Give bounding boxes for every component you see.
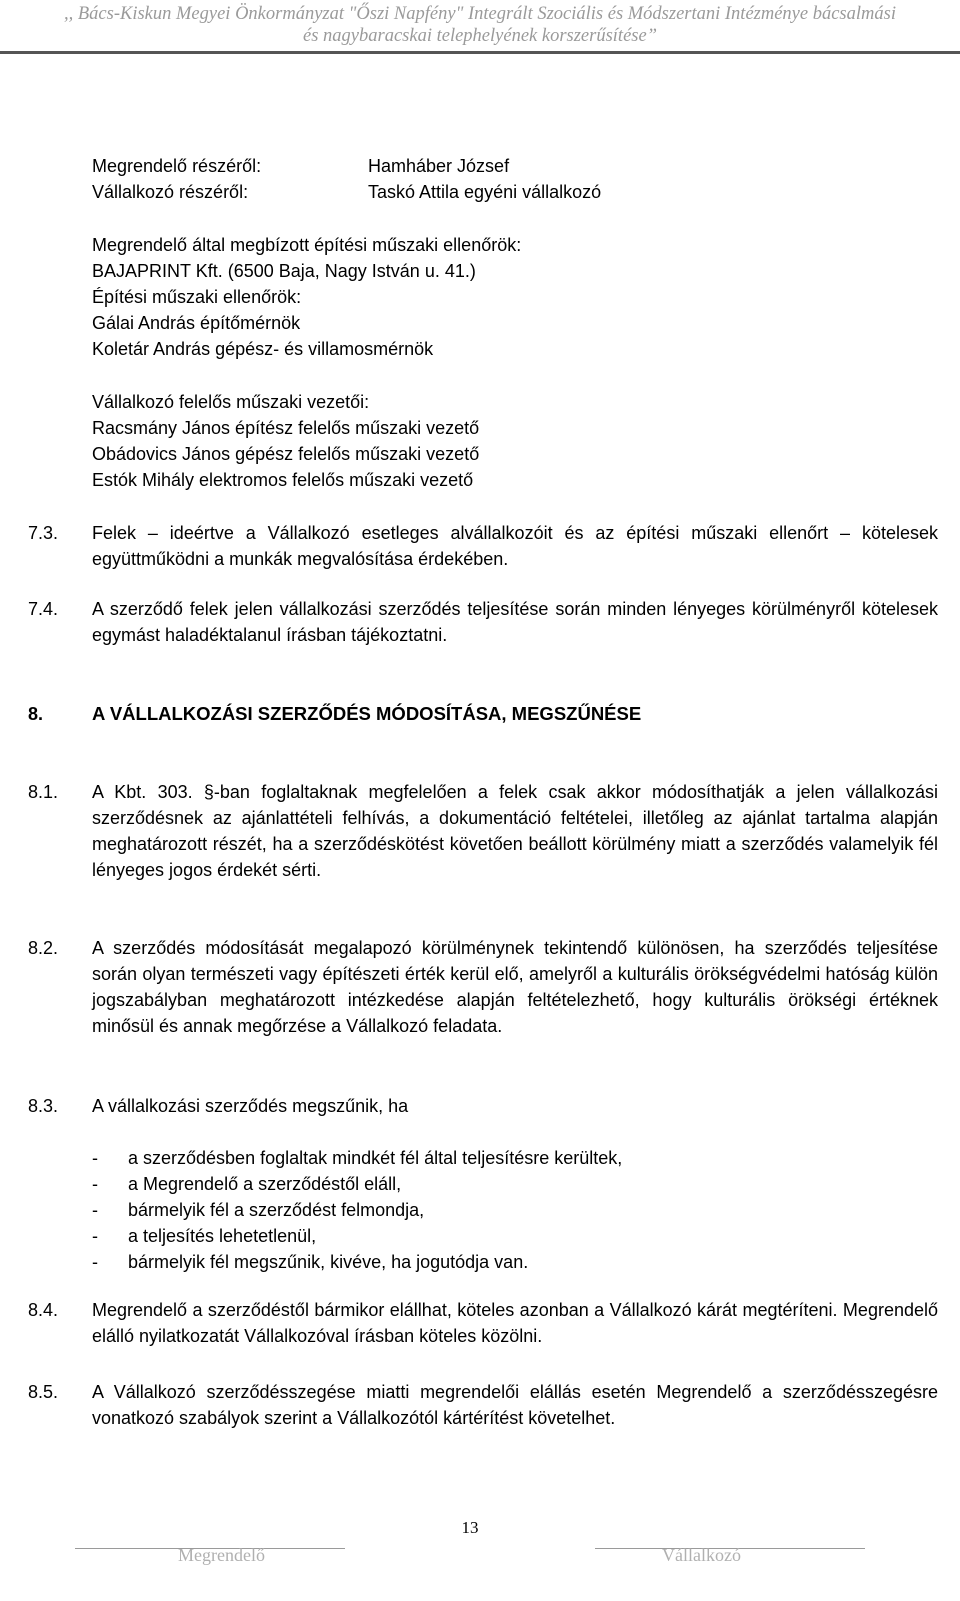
list-item: a Megrendelő a szerződéstől eláll, — [128, 1174, 402, 1194]
managers-block — [92, 389, 479, 493]
section-8-title: A VÁLLALKOZÁSI SZERZŐDÉS MÓDOSÍTÁSA, MEGSZŰNÉSE — [92, 703, 642, 724]
list-item: a teljesítés lehetetlenül, — [128, 1226, 317, 1246]
section-8-3-text: A vállalkozási szerződés megszűnik, ha — [92, 1096, 409, 1116]
section-7-4-text: A szerződő felek jelen vállalkozási szerződés teljesítése során minden lényeges körülményről kötelesek egymást haladéktalanul írásban tájékoztatni. — [92, 599, 938, 645]
section-8-3-number: 8.3. — [28, 1096, 59, 1116]
contractor-label: Vállalkozó részéről: — [92, 182, 249, 202]
section-7-4-number: 7.4. — [28, 599, 59, 619]
section-8-1-number: 8.1. — [28, 782, 59, 802]
list-dash: - — [92, 1200, 98, 1220]
section-7-3-text: Felek – ideértve a Vállalkozó esetleges alvállalkozóit és az építési műszaki ellenőrt – kötelesek együttműködni a munkák megvalósítása érdekében. — [92, 523, 938, 569]
managers-line: Estók Mihály elektromos felelős műszaki vezető — [92, 470, 474, 490]
list-dash: - — [92, 1252, 98, 1272]
managers-line: Vállalkozó felelős műszaki vezetői: — [92, 392, 370, 412]
header-line-1: ,, Bács-Kiskun Megyei Önkormányzat "Őszi Napfény" Integrált Szociális és Módszertani Intézménye bácsalmási — [64, 4, 896, 24]
client-label: Megrendelő részéről: — [92, 156, 262, 176]
header-line-2: és nagybaracskai telephelyének korszerűsítése” — [303, 26, 657, 46]
section-8-4-text: Megrendelő a szerződéstől bármikor elállhat, köteles azonban a Vállalkozó kárát megtéríteni. Megrendelő elálló nyilatkozatát Vállalkozóval írásban köteles közölni. — [92, 1300, 938, 1346]
section-7-3-number: 7.3. — [28, 523, 59, 543]
list-item: a szerződésben foglaltak mindkét fél által teljesítésre kerültek, — [128, 1148, 623, 1168]
list-dash: - — [92, 1226, 98, 1246]
inspectors-line: Megrendelő által megbízott építési műszaki ellenőrök: — [92, 235, 522, 255]
footer-label-contractor: Vállalkozó — [662, 1545, 741, 1565]
managers-line: Obádovics János gépész felelős műszaki vezető — [92, 444, 480, 464]
inspectors-block — [92, 232, 521, 362]
inspectors-line: Építési műszaki ellenőrök: — [92, 287, 302, 307]
section-8-2-number: 8.2. — [28, 938, 59, 958]
list-item: bármelyik fél a szerződést felmondja, — [128, 1200, 425, 1220]
section-8-1-text: A Kbt. 303. §-ban foglaltaknak megfelelően a felek csak akkor módosíthatják a jelen vállalkozási szerződésnek az ajánlattételi felhívás, a dokumentáció feltételei, illetőleg az ajánlat tartalma alapján meghatározott részét, ha a szerződéskötést követően beállott körülmény miatt a szerződés valamelyik fél lényeges jogos érdekét sérti. — [92, 782, 938, 880]
list-item: bármelyik fél megszűnik, kivéve, ha jogutódja van. — [128, 1252, 529, 1272]
section-8-number: 8. — [28, 704, 44, 724]
section-8-2-text: A szerződés módosítását megalapozó körülménynek tekintendő különösen, ha szerződés teljesítése során olyan természeti vagy építészeti érték kerül elő, amelyről a kulturális örökségvédelmi hatóság külön jogszabályban meghatározott intézkedése alapján feltételezhető, hogy kulturális örökségi értéknek minősül és annak megőrzése a Vállalkozó feladata. — [92, 938, 938, 1036]
header-rule — [0, 51, 960, 54]
list-dash: - — [92, 1148, 98, 1168]
section-8-4-number: 8.4. — [28, 1300, 59, 1320]
footer-label-client: Megrendelő — [178, 1545, 265, 1565]
section-8-5-number: 8.5. — [28, 1382, 59, 1402]
section-8-5-text: A Vállalkozó szerződésszegése miatti megrendelői elállás esetén Megrendelő a szerződésszegésre vonatkozó szabályok szerint a Vállalkozótól kártérítést követelhet. — [92, 1382, 938, 1428]
contractor-value: Taskó Attila egyéni vállalkozó — [368, 182, 602, 202]
document-header — [0, 0, 960, 52]
page-number: 13 — [461, 1518, 479, 1537]
inspectors-line: BAJAPRINT Kft. (6500 Baja, Nagy István u. 41.) — [92, 261, 476, 281]
list-dash: - — [92, 1174, 98, 1194]
inspectors-line: Gálai András építőmérnök — [92, 313, 301, 333]
inspectors-line: Koletár András gépész- és villamosmérnök — [92, 339, 434, 359]
client-value: Hamháber József — [368, 156, 510, 176]
managers-line: Racsmány János építész felelős műszaki vezető — [92, 418, 480, 438]
